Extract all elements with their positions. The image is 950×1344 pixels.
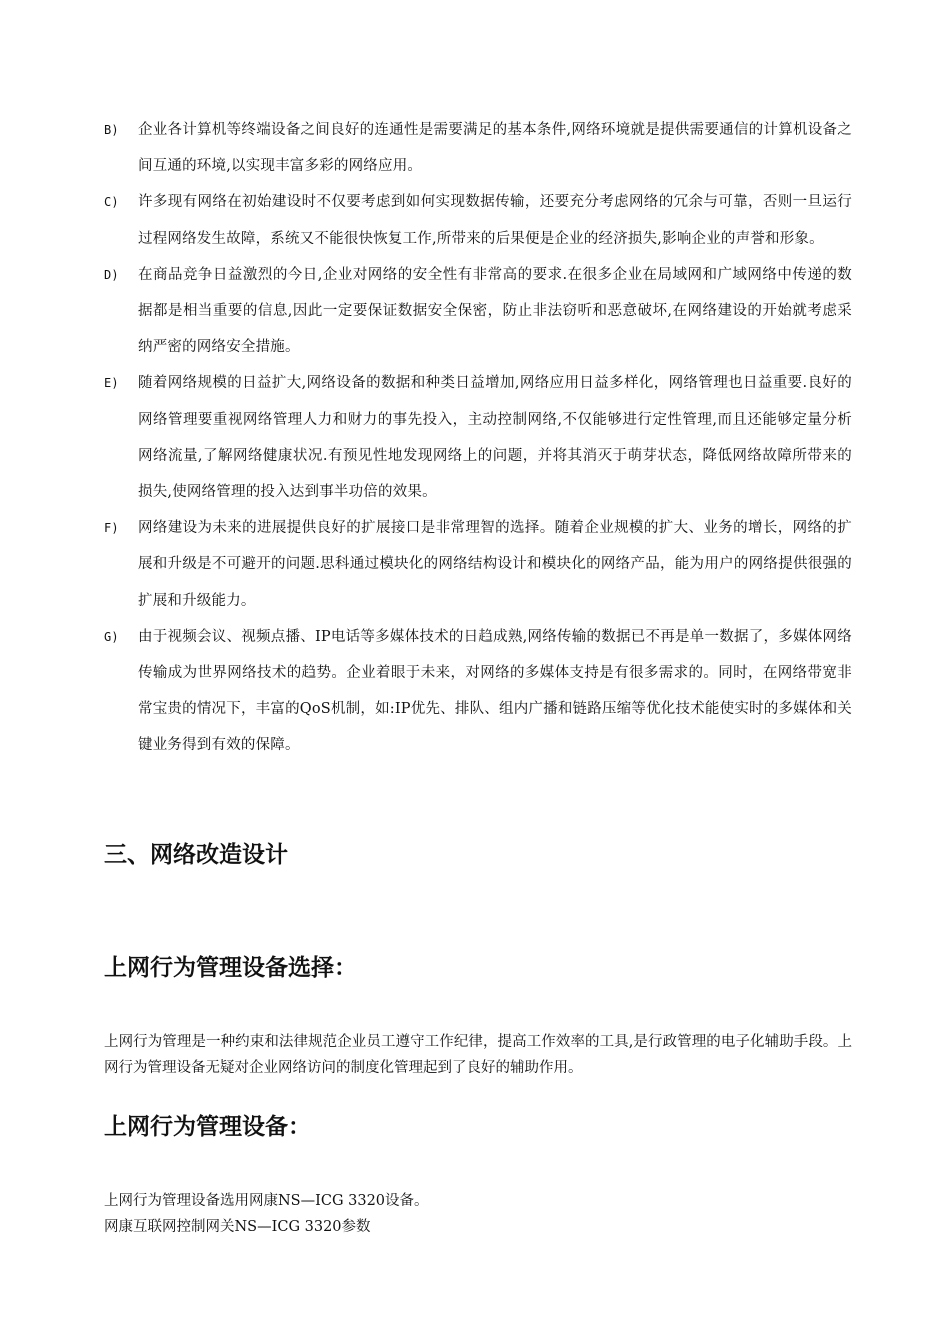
list-item [104, 365, 852, 510]
list-marker: B) [104, 123, 119, 137]
list-item [104, 510, 852, 619]
section-heading: 三、网络改造设计 [104, 842, 288, 868]
list-item-text: 企业各计算机等终端设备之间良好的连通性是需要满足的基本条件,网络环境就是提供需要通信的计算机设备之间互通的环境,以实现丰富多彩的网络应用。 [138, 122, 852, 175]
list-item-text: 网络建设为未来的进展提供良好的扩展接口是非常理智的选择。随着企业规模的扩大、业务的增长，网络的扩展和升级是不可避开的问题.思科通过模块化的网络结构设计和模块化的网络产品，能为用户的网络提供很强的扩展和升级能力。 [138, 520, 852, 609]
device-selection-paragraph: 上网行为管理是一种约束和法律规范企业员工遵守工作纪律，提高工作效率的工具,是行政管理的电子化辅助手段。上网行为管理设备无疑对企业网络访问的制度化管理起到了良好的辅助作用。 [104, 1034, 852, 1076]
list-marker: C) [104, 195, 119, 210]
list-marker: F) [104, 521, 119, 536]
requirements-list [104, 112, 852, 764]
list-marker: G) [104, 629, 119, 644]
subsection-heading-device-selection: 上网行为管理设备选择： [104, 955, 357, 981]
device-line-1: 上网行为管理设备选用网康NS—ICG 3320设备。 [104, 1193, 429, 1209]
list-item [104, 184, 852, 256]
list-item-text: 由于视频会议、视频点播、IP电话等多媒体技术的日趋成熟,网络传输的数据已不再是单一数据了，多媒体网络传输成为世界网络技术的趋势。企业着眼于未来，对网络的多媒体支持是有很多需求的。同时，在网络带宽非常宝贵的情况下，丰富的QoS机制，如:IP优先、排队、组内广播和链路压缩等优化技术能使实时的多媒体和关键业务得到有效的保障。 [138, 628, 852, 754]
list-item [104, 257, 852, 366]
list-marker: E) [104, 376, 119, 391]
list-item-text: 随着网络规模的日益扩大,网络设备的数据和种类日益增加,网络应用日益多样化，网络管理也日益重要.良好的网络管理要重视网络管理人力和财力的事先投入，主动控制网络,不仅能够进行定性管理,而且还能够定量分析网络流量,了解网络健康状况.有预见性地发现网络上的问题，并将其消灭于萌芽状态，降低网络故障所带来的损失,使网络管理的投入达到事半功倍的效果。 [138, 375, 852, 501]
list-item [104, 112, 852, 184]
subsection-heading-device: 上网行为管理设备： [104, 1114, 311, 1140]
list-item [104, 619, 852, 764]
list-marker: D) [104, 267, 119, 282]
list-item-text: 许多现有网络在初始建设时不仅要考虑到如何实现数据传输，还要充分考虑网络的冗余与可靠，否则一旦运行过程网络发生故障，系统又不能很快恢复工作,所带来的后果便是企业的经济损失,影响企业的声誉和形象。 [138, 194, 852, 247]
list-item-text: 在商品竞争日益激烈的今日,企业对网络的安全性有非常高的要求.在很多企业在局域网和广域网络中传递的数据都是相当重要的信息,因此一定要保证数据安全保密，防止非法窃听和恶意破坏,在网络建设的开始就考虑采纳严密的网络安全措施。 [138, 266, 852, 356]
device-line-2: 网康互联网控制网关NS—ICG 3320参数 [104, 1219, 371, 1235]
